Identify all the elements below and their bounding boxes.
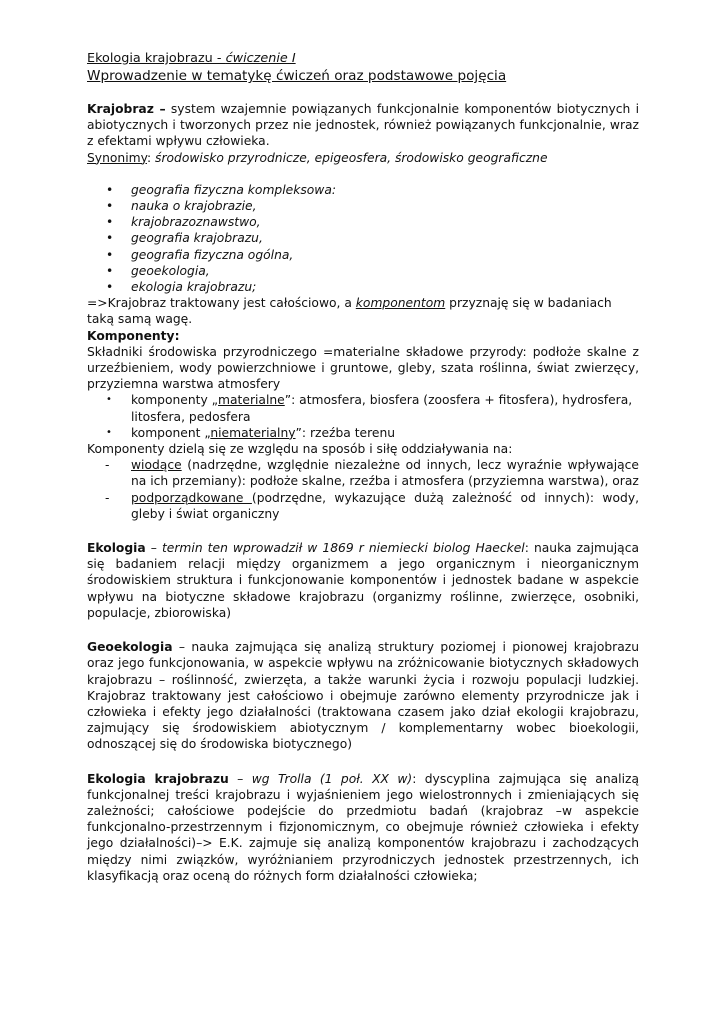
list-item (87, 279, 639, 295)
bullet-icon: • (106, 394, 112, 406)
list-item-text: geografia krajobrazu, (131, 231, 263, 246)
course-name: Ekologia krajobrazu - (87, 51, 226, 66)
list-item (87, 457, 639, 489)
krajobraz-term: Krajobraz – (87, 102, 166, 116)
list-item (87, 230, 639, 246)
document-page (87, 50, 639, 884)
ekologia-definition (87, 540, 639, 621)
list-item-text: krajobrazoznawstwo, (131, 215, 261, 230)
bullet-icon: • (106, 280, 114, 295)
list-item (87, 263, 639, 279)
bullet-icon: • (106, 231, 114, 246)
note-text-end: przyznaję się w badaniach taką samą wagę. (87, 296, 612, 327)
dash-icon: - (105, 490, 110, 505)
ekologia-krajobrazu-term: Ekologia krajobrazu (87, 771, 229, 786)
list-item-text: geografia fizyczna ogólna, (131, 247, 294, 262)
geoekologia-definition (87, 639, 639, 752)
list-item (87, 490, 639, 522)
immaterial-text: ”: rzeźba terenu (295, 425, 396, 440)
bullet-icon: • (106, 182, 114, 197)
bullet-icon: • (106, 215, 114, 230)
bullet-icon: • (106, 426, 112, 438)
ekologia-krajobrazu-definition (87, 771, 639, 884)
geoekologia-term: Geoekologia (87, 640, 173, 655)
list-item (87, 198, 639, 214)
list-item-text: nauka o krajobrazie, (131, 199, 257, 214)
synonyms-line (87, 150, 639, 166)
immaterial-pre: komponent „ (131, 425, 211, 440)
dash-icon: - (105, 458, 110, 473)
bullet-icon: • (106, 263, 114, 278)
list-item-text: ekologia krajobrazu; (131, 280, 257, 295)
note-text: =>Krajobraz traktowany jest całościowo, a (87, 296, 356, 311)
list-item (87, 214, 639, 230)
page-title-text: Wprowadzenie w tematykę ćwiczeń oraz podstawowe pojęcia (87, 68, 507, 84)
synonyms-text: środowisko przyrodnicze, epigeosfera, środowisko geograficzne (155, 150, 548, 165)
geoekologia-text: – nauka zajmująca się analizą struktury poziomej i pionowej krajobrazu oraz jego funkcjonowania, w aspekcie wpływu na zróżnicowanie biotycznych składowych krajobrazu – roślinność, zwierzęta, a także warunki życia i rozwoju populacji ludzkiej. Krajobraz traktowany jest całościowo i obejmuje zarówno elementy przyrodnicze jak i człowieka i efekty jego działalności (traktowana czasem jako dział ekologii krajobrazu, zajmujący się środowiskiem abiotycznym / komplementarny wobec bioekologii, odnoszącej się do środowiska biotycznego) (87, 640, 639, 752)
leading-text: (nadrzędne, względnie niezależne od innych, lecz wyraźnie wpływające na ich przemiany): podłoże skalne, rzeźba i atmosfera (przyziemna warstwa), oraz (131, 458, 639, 489)
exercise-label: ćwiczenie I (225, 51, 296, 66)
ekologia-krajobrazu-text: : dyscyplina zajmująca się analizą funkcjonalnej treści krajobrazu i wyjaśnieniem jego wielostronnych i zmieniających się zależności; całościowe podejście do przedmiotu badań (krajobraz –w aspekcie funkcjonalno-przestrzennym i fizjonomicznym, co obejmuje również człowieka i efekty jego działalności)–> E.K. zajmuje się analizą komponentów krajobrazu i zachodzących między nimi związków, wyróżnianiem przyrodniczych jednostek przestrzennych, ich klasyfikacją oraz oceną do różnych form działalności człowieka; (87, 771, 639, 883)
ekologia-text: : nauka zajmująca się badaniem relacji między organizmem a jego organicznym i nieorganicznym środowiskiem struktura i funkcjonowanie komponentów i jednostek badane w aspekcie wpływu na biotyczne składowe krajobrazu (organizmy roślinne, zwierzęce, osobniki, populacje, zbiorowiska) (87, 541, 640, 620)
bullet-icon: • (106, 247, 114, 262)
list-item (87, 247, 639, 263)
ekologia-krajobrazu-dash: – (228, 771, 252, 786)
ekologia-term: Ekologia (87, 541, 146, 556)
division-list (87, 457, 639, 522)
material-text: ”: atmosfera, biosfera (zoosfera + fitosfera), hydrosfera, litosfera, pedosfera (131, 393, 633, 424)
subordinate-text: (podrzędne, wykazujące dużą zależność od innych): wody, gleby i świat organiczny (131, 490, 640, 521)
list-item-text: geoekologia, (131, 263, 210, 278)
synonyms-colon: : (146, 150, 156, 165)
list-item (87, 425, 639, 441)
synonym-list (87, 182, 639, 295)
subordinate-word: podporządkowane (131, 490, 252, 505)
ekologia-krajobrazu-origin: wg Trolla (1 poł. XX w) (251, 771, 413, 786)
material-pre: komponenty „ (131, 393, 219, 408)
krajobraz-text: system wzajemnie powiązanych funkcjonalnie komponentów biotycznych i abiotycznych i tworzonych przez nie jednostek, również powiązanych funkcjonalnie, wraz z efektami wpływu człowieka. (87, 102, 639, 149)
list-item (87, 392, 639, 424)
page-title (87, 67, 639, 85)
ekologia-dash: – (145, 541, 162, 556)
bullet-icon: • (106, 199, 114, 214)
list-item (87, 182, 639, 198)
component-types-list (87, 392, 639, 441)
leading-word: wiodące (131, 458, 182, 473)
ekologia-origin: termin ten wprowadził w 1869 r niemiecki biolog Haeckel (161, 541, 525, 556)
komponenty-intro: Składniki środowiska przyrodniczego =materialne składowe przyrody: podłoże skalne z urzeźbieniem, wody powierzchniowe i gruntowe, gleby, szata roślinna, świat zwierzęcy, przyziemna warstwa atmosfery (87, 344, 639, 392)
synonyms-label: Synonimy (87, 150, 147, 165)
immaterial-word: niematerialny (210, 425, 296, 440)
material-word: materialne (218, 393, 285, 408)
division-intro: Komponenty dzielą się ze względu na sposób i siłę oddziaływania na: (87, 442, 513, 457)
komponenty-heading: Komponenty: (87, 328, 180, 343)
krajobraz-note (87, 295, 639, 327)
krajobraz-definition (87, 101, 639, 150)
komponentom-link: komponentom (355, 296, 446, 311)
list-item-text: geografia fizyczna kompleksowa: (131, 182, 337, 197)
course-title (87, 50, 639, 67)
